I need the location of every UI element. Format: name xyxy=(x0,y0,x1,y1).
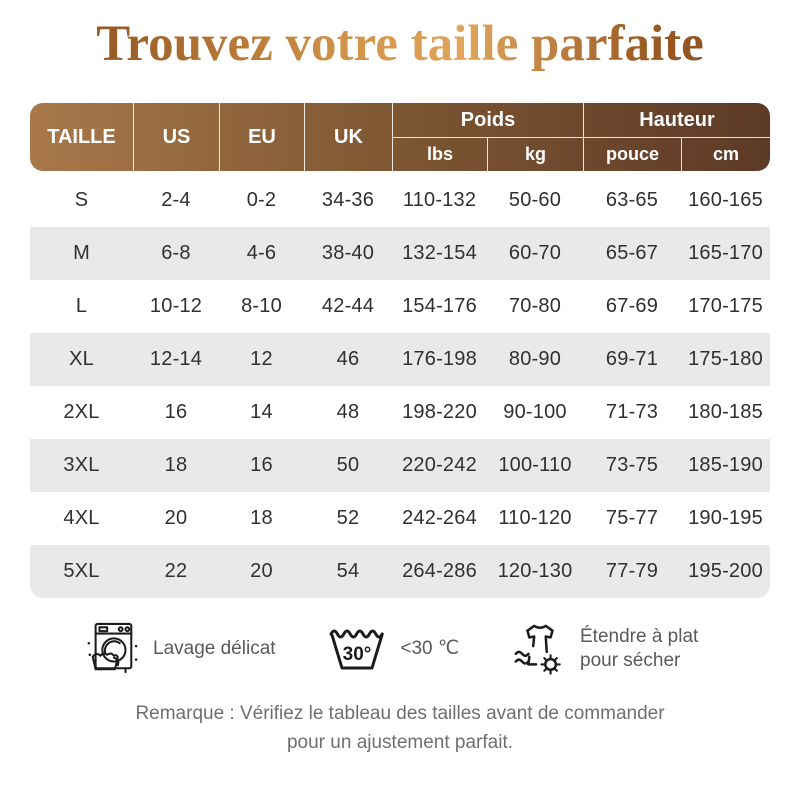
table-cell: 100-110 xyxy=(498,454,572,477)
table-cell: 10-12 xyxy=(149,295,203,318)
table-cell: 46 xyxy=(336,348,360,371)
table-cell: 195-200 xyxy=(688,560,763,583)
table-cell: 0-2 xyxy=(246,189,277,212)
table-cell: 12 xyxy=(250,348,273,371)
table-cell: 67-69 xyxy=(605,295,659,318)
table-cell: 264-286 xyxy=(402,560,477,583)
table-cell: 5XL xyxy=(63,560,100,583)
table-cell: 18 xyxy=(164,454,188,477)
table-cell: 120-130 xyxy=(497,560,573,583)
table-cell: 65-67 xyxy=(605,242,659,265)
table-cell: 80-90 xyxy=(508,348,562,371)
header-cell-kg: kg xyxy=(487,137,583,171)
table-cell: 20 xyxy=(250,560,273,583)
table-cell: 3XL xyxy=(63,454,100,477)
care-item-machine-wash xyxy=(85,620,276,678)
page-title: Trouvez votre taille parfaite xyxy=(0,14,800,75)
table-cell: 22 xyxy=(164,560,188,583)
size-table xyxy=(30,103,770,598)
table-row-4xl xyxy=(30,492,770,545)
table-cell: 8-10 xyxy=(241,295,282,318)
wash-basin-30-icon xyxy=(328,623,386,675)
table-row-m xyxy=(30,227,770,280)
table-cell: 54 xyxy=(336,560,360,583)
header-cell-taille: TAILLE xyxy=(47,125,116,148)
header-cell-us: US xyxy=(133,103,219,171)
table-cell: 70-80 xyxy=(508,295,562,318)
table-header xyxy=(30,103,770,171)
table-cell: 198-220 xyxy=(402,401,477,424)
table-cell: 190-195 xyxy=(688,507,763,530)
table-cell: 73-75 xyxy=(605,454,659,477)
table-cell: 2XL xyxy=(63,401,100,424)
table-cell: 16 xyxy=(250,454,273,477)
table-cell: 38-40 xyxy=(321,242,375,265)
header-cell-poids: Poids xyxy=(392,103,583,137)
table-body xyxy=(30,174,770,598)
note-text: Remarque : Vérifiez le tableau des tailles avant de commander pour un ajustement parfait. xyxy=(135,703,665,753)
care-item-wash-temp xyxy=(328,623,459,675)
table-cell: 48 xyxy=(336,401,360,424)
header-cell-uk: UK xyxy=(304,103,392,171)
care-label: Lavage délicat xyxy=(153,637,276,659)
table-cell: 4-6 xyxy=(246,242,277,265)
table-cell: 180-185 xyxy=(688,401,763,424)
table-cell: 220-242 xyxy=(402,454,477,477)
table-cell: 160-165 xyxy=(688,189,763,212)
header-cell-pouce: pouce xyxy=(583,137,681,171)
table-cell: 50-60 xyxy=(508,189,562,212)
header-cell-hauteur: Hauteur xyxy=(583,103,770,137)
table-row-l xyxy=(30,280,770,333)
table-cell: 170-175 xyxy=(688,295,763,318)
flat-dry-icon xyxy=(512,620,566,678)
header-cell-eu: EU xyxy=(219,103,304,171)
table-cell: 2-4 xyxy=(161,189,191,212)
table-cell: 185-190 xyxy=(688,454,763,477)
table-cell: 16 xyxy=(164,401,188,424)
header-cell-lbs: lbs xyxy=(392,137,487,171)
table-row-s xyxy=(30,174,770,227)
header-cell-cm: cm xyxy=(681,137,770,171)
table-cell: L xyxy=(75,295,88,318)
table-cell: 176-198 xyxy=(402,348,477,371)
table-row-3xl xyxy=(30,439,770,492)
table-cell: 14 xyxy=(250,401,273,424)
table-cell: 12-14 xyxy=(149,348,203,371)
table-cell: 69-71 xyxy=(605,348,659,371)
table-row-xl xyxy=(30,333,770,386)
table-cell: 110-132 xyxy=(402,189,477,212)
table-cell: 63-65 xyxy=(605,189,659,212)
table-cell: 50 xyxy=(336,454,360,477)
wash-temp-value: 30° xyxy=(342,644,372,666)
table-cell: 90-100 xyxy=(503,401,567,424)
table-cell: M xyxy=(73,242,90,265)
table-cell: 165-170 xyxy=(688,242,763,265)
table-cell: 4XL xyxy=(63,507,100,530)
table-cell: 175-180 xyxy=(688,348,763,371)
table-cell: 110-120 xyxy=(498,507,572,530)
table-cell: 18 xyxy=(250,507,273,530)
table-cell: S xyxy=(74,189,89,212)
table-cell: 34-36 xyxy=(321,189,375,212)
table-cell: 42-44 xyxy=(321,295,375,318)
table-cell: 154-176 xyxy=(402,295,477,318)
table-cell: 20 xyxy=(164,507,188,530)
care-label: <30 ℃ xyxy=(400,637,460,659)
table-cell: 60-70 xyxy=(508,242,562,265)
table-cell: 75-77 xyxy=(605,507,659,530)
table-cell: 77-79 xyxy=(605,560,659,583)
table-cell: 6-8 xyxy=(161,242,191,265)
table-row-2xl xyxy=(30,386,770,439)
care-label: Étendre à plat pour sécher xyxy=(580,625,699,672)
table-cell: 242-264 xyxy=(402,507,477,530)
washing-machine-icon xyxy=(85,620,139,678)
table-cell: 52 xyxy=(336,507,360,530)
table-cell: XL xyxy=(69,348,94,371)
table-row-5xl xyxy=(30,545,770,598)
care-instructions xyxy=(85,620,715,678)
table-cell: 71-73 xyxy=(605,401,659,424)
table-cell: 132-154 xyxy=(402,242,477,265)
care-item-flat-dry xyxy=(512,620,715,678)
